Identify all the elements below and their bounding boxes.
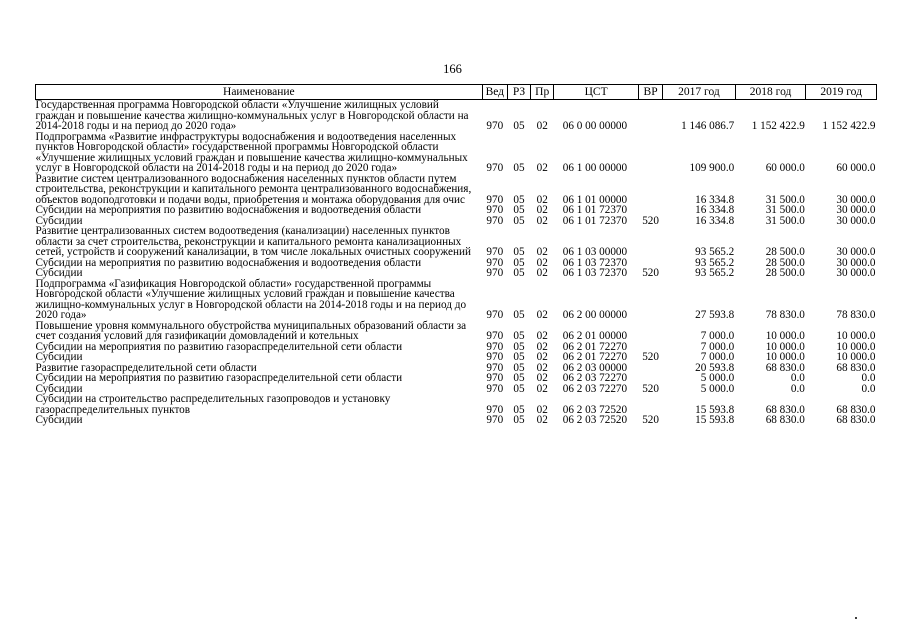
stray-dot xyxy=(855,617,857,619)
row-rz: 05 xyxy=(513,414,525,426)
row-vr xyxy=(638,394,662,415)
row-value-2017: 109 900.0 xyxy=(689,162,735,174)
table-row xyxy=(36,205,877,216)
row-vr: 520 xyxy=(642,351,659,363)
row-rz: 05 xyxy=(513,120,525,132)
header-2017: 2017 год xyxy=(663,85,736,100)
row-pr: 02 xyxy=(536,330,548,342)
row-cst: 06 1 03 00000 xyxy=(562,246,628,258)
row-rz: 05 xyxy=(513,372,525,384)
row-name: Развитие газораспределительной сети области xyxy=(35,361,257,374)
row-cst: 06 2 03 72270 xyxy=(562,382,628,395)
row-value-2019: 10 000.0 xyxy=(836,351,876,363)
row-value-2019: 10 000.0 xyxy=(836,340,876,353)
row-ved: 970 xyxy=(486,162,504,174)
header-2019: 2019 год xyxy=(806,85,877,100)
row-value-2018: 10 000.0 xyxy=(765,340,805,353)
header-vr: ВР xyxy=(638,85,662,100)
row-value-2019: 60 000.0 xyxy=(836,162,876,174)
row-rz: 05 xyxy=(513,162,525,174)
row-value-2018: 10 000.0 xyxy=(765,351,805,363)
row-value-2019: 68 830.0 xyxy=(836,403,876,416)
row-rz: 05 xyxy=(513,309,525,321)
table-row xyxy=(36,373,877,384)
row-value-2017: 15 593.8 xyxy=(695,414,735,426)
row-pr: 02 xyxy=(536,361,548,374)
row-value-2018: 68 830.0 xyxy=(765,414,805,426)
row-cst: 06 0 00 00000 xyxy=(562,120,628,132)
row-value-2019: 68 830.0 xyxy=(836,414,876,426)
row-pr: 02 xyxy=(536,309,548,321)
table-row xyxy=(36,321,877,342)
row-cst: 06 2 01 00000 xyxy=(562,330,628,342)
row-rz: 05 xyxy=(513,204,525,216)
row-cst: 06 2 01 72270 xyxy=(562,340,628,353)
row-pr: 02 xyxy=(536,382,548,395)
row-rz: 05 xyxy=(513,382,525,395)
row-ved: 970 xyxy=(486,193,504,206)
row-cst: 06 2 03 00000 xyxy=(562,361,628,374)
row-ved: 970 xyxy=(486,403,504,416)
table-row xyxy=(36,352,877,363)
row-pr: 02 xyxy=(536,256,548,269)
row-cst: 06 1 01 72370 xyxy=(562,214,628,227)
row-name: Подпрограмма «Газификация Новгородской области» государственной программы Новгородской области «Улучшение жилищных условий граждан и повышение качества жилищно-коммунальных услуг в Новгородской области на 2014-2018 годы и на период до 2020 года» xyxy=(35,277,467,321)
row-value-2017: 7 000.0 xyxy=(700,351,735,363)
row-vr xyxy=(638,373,662,384)
row-value-2019: 30 000.0 xyxy=(836,214,876,227)
row-value-2017: 27 593.8 xyxy=(695,309,735,321)
row-value-2017: 5 000.0 xyxy=(700,382,735,395)
row-rz: 05 xyxy=(513,340,525,353)
row-value-2019: 0.0 xyxy=(861,382,876,395)
row-pr: 02 xyxy=(536,351,548,363)
row-cst: 06 1 01 72370 xyxy=(562,204,628,216)
row-rz: 05 xyxy=(513,351,525,363)
table-body xyxy=(36,100,877,426)
row-rz: 05 xyxy=(513,403,525,416)
row-pr: 02 xyxy=(536,403,548,416)
row-vr xyxy=(638,363,662,374)
row-value-2019: 10 000.0 xyxy=(836,330,876,342)
row-value-2018: 31 500.0 xyxy=(765,214,805,227)
row-vr xyxy=(638,321,662,342)
row-ved: 970 xyxy=(486,351,504,363)
row-name: Субсидии на мероприятия по развитию газораспределительной сети области xyxy=(35,372,403,384)
row-rz: 05 xyxy=(513,246,525,258)
row-rz: 05 xyxy=(513,214,525,227)
row-ved: 970 xyxy=(486,414,504,426)
row-pr: 02 xyxy=(536,204,548,216)
row-value-2018: 28 500.0 xyxy=(765,267,805,279)
row-cst: 06 2 03 72520 xyxy=(562,403,628,416)
row-vr xyxy=(638,132,662,174)
row-pr: 02 xyxy=(536,246,548,258)
row-pr: 02 xyxy=(536,340,548,353)
row-name: Развитие систем централизованного водоснабжения населенных пунктов области путем строительства, реконструкции и капитального ремонта централизованного водоснабжения, объектов водоподготовки и подачи воды, приобретения и монтажа оборудования для очис xyxy=(35,172,472,206)
row-rz: 05 xyxy=(513,267,525,279)
header-cst: ЦСТ xyxy=(554,85,639,100)
row-value-2018: 78 830.0 xyxy=(765,309,805,321)
row-value-2019: 0.0 xyxy=(861,372,876,384)
row-value-2019: 1 152 422.9 xyxy=(822,120,876,132)
row-value-2018: 68 830.0 xyxy=(765,361,805,374)
table-row xyxy=(36,258,877,269)
row-name: Субсидии на мероприятия по развитию водоснабжения и водоотведения области xyxy=(35,256,422,269)
row-name: Субсидии xyxy=(35,351,83,363)
row-ved: 970 xyxy=(486,382,504,395)
row-name: Субсидии xyxy=(35,267,83,279)
row-rz: 05 xyxy=(513,193,525,206)
header-pr: Пр xyxy=(531,85,554,100)
row-ved: 970 xyxy=(486,330,504,342)
row-vr xyxy=(638,226,662,258)
row-value-2018: 68 830.0 xyxy=(765,403,805,416)
row-cst: 06 2 01 72270 xyxy=(562,351,628,363)
row-value-2018: 1 152 422.9 xyxy=(751,120,805,132)
row-pr: 02 xyxy=(536,214,548,227)
row-value-2017: 5 000.0 xyxy=(700,372,735,384)
row-vr xyxy=(638,279,662,321)
row-name: Субсидии xyxy=(35,214,83,227)
header-2018: 2018 год xyxy=(735,85,806,100)
table-row xyxy=(36,132,877,174)
row-name: Субсидии на строительство распределительных газопроводов и установку газораспределительных пунктов xyxy=(35,393,391,416)
row-value-2017: 93 565.2 xyxy=(695,246,735,258)
row-ved: 970 xyxy=(486,256,504,269)
row-pr: 02 xyxy=(536,267,548,279)
row-pr: 02 xyxy=(536,162,548,174)
row-name: Подпрограмма «Развитие инфраструктуры водоснабжения и водоотведения населенных пунктов Новгородской области» государственной программы Новгородской области «Улучшение жилищных условий граждан и повышение качества жилищно-коммунальных услуг в Новгородской области на 2014-2018 годы и на период до 2020 года» xyxy=(35,130,468,174)
row-value-2018: 28 500.0 xyxy=(765,256,805,269)
row-value-2019: 30 000.0 xyxy=(836,256,876,269)
row-value-2017: 1 146 086.7 xyxy=(681,120,735,132)
row-value-2017: 7 000.0 xyxy=(700,330,735,342)
row-value-2019: 30 000.0 xyxy=(836,246,876,258)
row-ved: 970 xyxy=(486,246,504,258)
row-value-2017: 20 593.8 xyxy=(695,361,735,374)
row-value-2018: 31 500.0 xyxy=(765,204,805,216)
row-ved: 970 xyxy=(486,120,504,132)
row-value-2017: 16 334.8 xyxy=(695,214,735,227)
row-name: Развитие централизованных систем водоотведения (канализации) населенных пунктов области за счет строительства, реконструкции и капитального ремонта канализационных сетей, устройств и сооружений канализации, в том числе локальных очистных сооружений xyxy=(35,225,471,258)
row-vr xyxy=(638,174,662,206)
row-cst: 06 2 00 00000 xyxy=(562,309,628,321)
row-name: Повышение уровня коммунального обустройства муниципальных образований области за счет создания условий для газификации домовладений и котельных xyxy=(35,319,467,342)
row-vr: 520 xyxy=(642,382,659,395)
row-vr: 520 xyxy=(642,267,659,279)
row-value-2019: 30 000.0 xyxy=(836,204,876,216)
row-value-2019: 30 000.0 xyxy=(836,267,876,279)
budget-table xyxy=(35,84,877,426)
row-value-2018: 28 500.0 xyxy=(765,246,805,258)
row-value-2018: 10 000.0 xyxy=(765,330,805,342)
row-name: Субсидии xyxy=(35,382,83,395)
table-row xyxy=(36,342,877,353)
row-cst: 06 2 03 72270 xyxy=(562,372,628,384)
row-value-2018: 60 000.0 xyxy=(765,162,805,174)
row-value-2017: 7 000.0 xyxy=(700,340,735,353)
table-row xyxy=(36,226,877,258)
row-cst: 06 1 00 00000 xyxy=(562,162,628,174)
row-rz: 05 xyxy=(513,256,525,269)
row-name: Государственная программа Новгородской области «Улучшение жилищных условий граждан и повышение качества жилищно-коммунальных услуг в Новгородской области на 2014-2018 годы и на период до 2020 года» xyxy=(35,99,469,132)
row-vr: 520 xyxy=(642,214,659,227)
row-name: Субсидии xyxy=(35,414,83,426)
row-name: Субсидии на мероприятия по развитию газораспределительной сети области xyxy=(35,340,403,353)
row-ved: 970 xyxy=(486,340,504,353)
row-ved: 970 xyxy=(486,372,504,384)
row-ved: 970 xyxy=(486,267,504,279)
table-row xyxy=(36,415,877,426)
row-pr: 02 xyxy=(536,372,548,384)
row-ved: 970 xyxy=(486,214,504,227)
row-ved: 970 xyxy=(486,309,504,321)
row-cst: 06 1 03 72370 xyxy=(562,256,628,269)
row-value-2017: 16 334.8 xyxy=(695,193,735,206)
row-cst: 06 2 03 72520 xyxy=(562,414,628,426)
table-row xyxy=(36,279,877,321)
row-cst: 06 1 01 00000 xyxy=(562,193,628,206)
row-value-2018: 31 500.0 xyxy=(765,193,805,206)
row-pr: 02 xyxy=(536,193,548,206)
table-row xyxy=(36,100,877,132)
page-number: 166 xyxy=(443,62,462,76)
header-rz: РЗ xyxy=(507,85,530,100)
header-ved: Вед xyxy=(482,85,507,100)
row-rz: 05 xyxy=(513,361,525,374)
row-ved: 970 xyxy=(486,204,504,216)
row-ved: 970 xyxy=(486,361,504,374)
row-value-2018: 0.0 xyxy=(790,372,805,384)
row-pr: 02 xyxy=(536,414,548,426)
row-name: Субсидии на мероприятия по развитию водоснабжения и водоотведения области xyxy=(35,204,422,216)
row-vr: 520 xyxy=(642,414,659,426)
row-vr xyxy=(638,100,662,132)
table-row xyxy=(36,268,877,279)
row-value-2017: 93 565.2 xyxy=(695,256,735,269)
row-cst: 06 1 03 72370 xyxy=(562,267,628,279)
table-row xyxy=(36,174,877,206)
row-value-2018: 0.0 xyxy=(790,382,805,395)
table-row xyxy=(36,394,877,415)
table-header-row xyxy=(36,85,877,100)
row-rz: 05 xyxy=(513,330,525,342)
row-pr: 02 xyxy=(536,120,548,132)
row-value-2019: 30 000.0 xyxy=(836,193,876,206)
row-value-2017: 93 565.2 xyxy=(695,267,735,279)
row-value-2017: 16 334.8 xyxy=(695,204,735,216)
row-vr xyxy=(638,205,662,216)
row-value-2019: 68 830.0 xyxy=(836,361,876,374)
header-name: Наименование xyxy=(36,85,483,100)
row-value-2019: 78 830.0 xyxy=(836,309,876,321)
row-value-2017: 15 593.8 xyxy=(695,403,735,416)
